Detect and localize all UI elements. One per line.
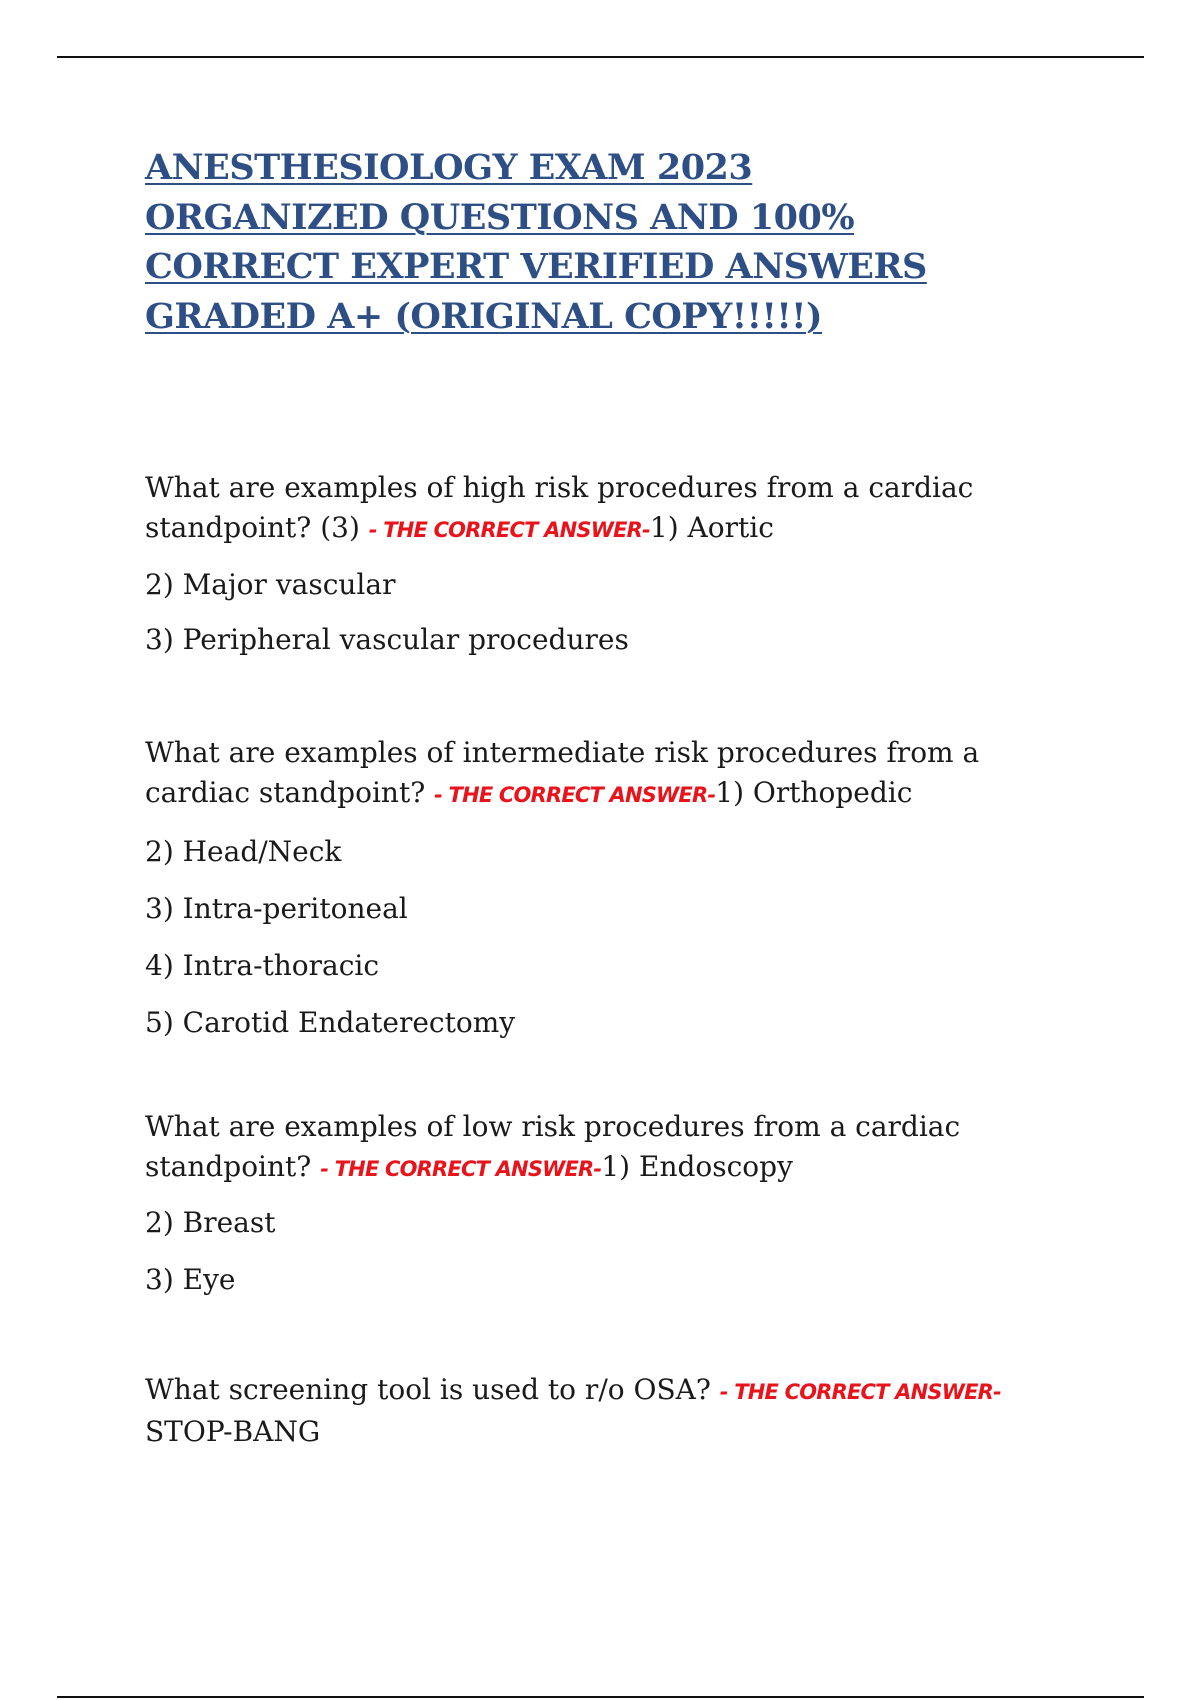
question-paragraph [145,1370,1045,1452]
bottom-rule [57,1696,1144,1698]
question-text: What are examples of high risk procedures from a cardiac standpoint? (3) [145,471,974,544]
answer-text: 1) Aortic [649,511,774,544]
answer-item: 2) Major vascular [145,568,396,601]
answer-text: STOP-BANG [145,1415,321,1448]
correct-answer-marker: - THE CORRECT ANSWER- [719,1380,1001,1404]
answer-text: 1) Orthopedic [715,776,913,809]
title-line: ORGANIZED QUESTIONS AND 100% [145,196,855,238]
answer-item: 3) Peripheral vascular procedures [145,623,629,656]
title-line: CORRECT EXPERT VERIFIED ANSWERS [145,246,927,287]
answer-item: 3) Eye [145,1263,236,1296]
qa-block [145,1370,1045,1452]
question-paragraph [145,733,1045,815]
qa-block [145,733,1045,1043]
correct-answer-marker: - THE CORRECT ANSWER- [320,1157,602,1181]
question-paragraph [145,1107,1045,1189]
question-text: What are examples of low risk procedures from a cardiac standpoint? [145,1110,961,1183]
document-title [145,143,1045,341]
question-text: What are examples of intermediate risk procedures from a cardiac standpoint? [145,736,980,809]
answer-item: 2) Head/Neck [145,835,342,868]
answer-item: 3) Intra-peritoneal [145,892,408,925]
top-rule [57,56,1144,58]
answer-item: 5) Carotid Endaterectomy [145,1006,516,1039]
correct-answer-marker: - THE CORRECT ANSWER- [434,783,716,807]
answer-item: 2) Breast [145,1206,276,1239]
answer-text: 1) Endoscopy [601,1150,793,1183]
correct-answer-marker: - THE CORRECT ANSWER- [368,518,650,542]
qa-block [145,1107,1045,1300]
title-line: GRADED A+ (ORIGINAL COPY!!!!!) [145,295,823,337]
question-paragraph [145,468,1045,550]
title-line: ANESTHESIOLOGY EXAM 2023 [145,147,753,188]
question-text: What screening tool is used to r/o OSA? [145,1373,711,1406]
answer-item: 4) Intra-thoracic [145,949,380,982]
qa-block [145,468,1045,660]
